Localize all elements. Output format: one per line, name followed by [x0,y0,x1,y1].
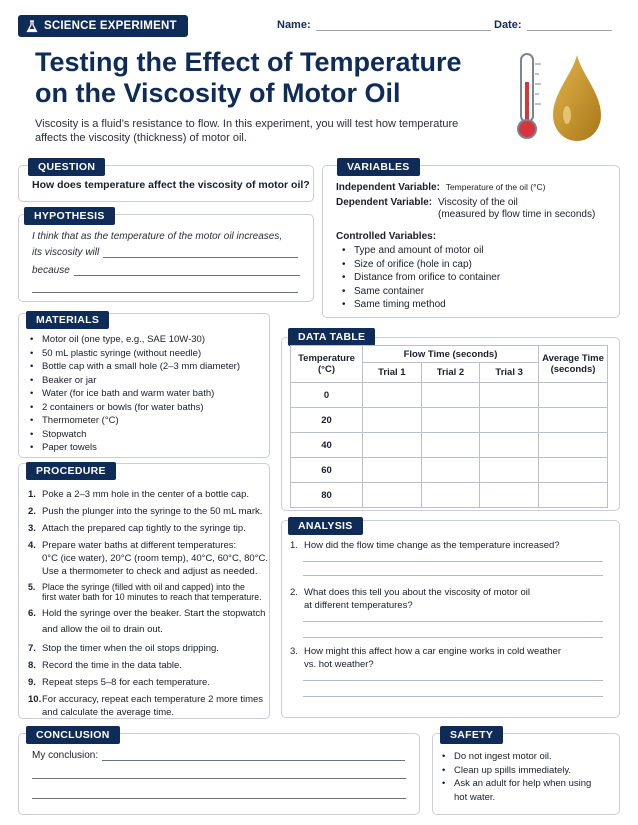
oil-drop-icon [551,53,603,143]
procedure-step: 9. Repeat steps 5–8 for each temperature. [28,677,210,688]
safety-list [440,750,591,804]
col-trial-2: Trial 2 [421,363,480,383]
list-item: • Clean up spills immediately. [440,764,591,778]
procedure-list [28,488,268,723]
procedure-step: 5. Place the syringe (filled with oil and capped) into the first water bath for 10 minutes to reach that temperature. [28,582,262,602]
dependent-variable-value: Viscosity of the oil (measured by flow time in seconds) [438,197,596,220]
col-trial-1: Trial 1 [363,363,422,383]
list-item: • Motor oil (one type, e.g., SAE 10W-30) [28,333,240,347]
hypothesis-line-3[interactable]: because [32,265,300,276]
table-row: 60 [291,458,608,483]
controlled-variables-list [340,244,500,312]
safety-tag: SAFETY [440,726,503,744]
list-item: • Size of orifice (hole in cap) [340,258,500,272]
dependent-variable-label: Dependent Variable: [336,197,433,208]
materials-tag: MATERIALS [26,311,109,329]
variables-tag: VARIABLES [337,158,420,176]
conclusion-field[interactable]: My conclusion: [32,750,405,761]
list-item: • Distance from orifice to container [340,271,500,285]
question-text: How does temperature affect the viscosity of motor oil? [32,179,310,191]
list-item: • Water (for ice bath and warm water bath) [28,387,240,401]
hypothesis-blank-line[interactable] [32,292,298,293]
hypothesis-tag: HYPOTHESIS [24,207,115,225]
list-item: • Paper towels [28,441,240,455]
controlled-variables-label: Controlled Variables: [336,231,437,242]
analysis-question-1: 1. How did the flow time change as the temperature increased? [290,540,560,551]
intro-text: Viscosity is a fluid’s resistance to flow. In this experiment, you will test how temperature affects the viscosity (thickness) of motor oil. [35,118,459,144]
procedure-step: 1. Poke a 2–3 mm hole in the center of a bottle cap. [28,489,250,500]
list-item: • 2 containers or bowls (for water baths) [28,401,240,415]
data-table-tag: DATA TABLE [288,328,375,346]
analysis-tag: ANALYSIS [288,517,363,535]
hypothesis-line-2[interactable]: its viscosity will [32,247,298,258]
col-trial-3: Trial 3 [480,363,539,383]
list-item: • Stopwatch [28,428,240,442]
procedure-step: 7. Stop the timer when the oil stops dripping. [28,643,219,654]
list-item: • Do not ingest motor oil. [440,750,591,764]
col-flow-time: Flow Time (seconds) [363,346,539,363]
col-temperature: Temperature (°C) [291,346,363,383]
col-average: Average Time (seconds) [539,346,608,383]
procedure-step: 8. Record the time in the data table. [28,660,182,671]
independent-variable: Independent Variable: Temperature of the oil (°C) [336,182,546,193]
hypothesis-box [18,214,314,302]
conclusion-box [18,733,420,815]
list-item: • 50 mL plastic syringe (without needle) [28,347,240,361]
hypothesis-line-1: I think that as the temperature of the motor oil increases, [32,231,283,242]
list-item: • Type and amount of motor oil [340,244,500,258]
table-row: 0 [291,383,608,408]
answer-line[interactable] [303,637,603,638]
list-item: • Thermometer (°C) [28,414,240,428]
list-item: • Ask an adult for help when using hot water. [440,777,591,804]
procedure-step: 4. Prepare water baths at different temperatures: 0°C (ice water), 20°C (room temp), 40°C, 60°C, 80°C. Use a thermometer to check and adjust as needed. [28,540,268,577]
procedure-step: 3. Attach the prepared cap tightly to the syringe tip. [28,523,246,534]
page-title: Testing the Effect of Temperature on the Viscosity of Motor Oil [35,47,462,108]
date-field[interactable]: Date: [494,19,612,31]
data-table [290,345,608,508]
conclusion-line[interactable] [32,778,406,779]
analysis-question-3: 3. How might this affect how a car engine works in cold weather vs. hot weather? [290,646,561,670]
list-item: • Beaker or jar [28,374,240,388]
conclusion-line[interactable] [32,798,406,799]
answer-line[interactable] [303,621,603,622]
table-row: 40 [291,433,608,458]
conclusion-tag: CONCLUSION [26,726,120,744]
answer-line[interactable] [303,696,603,697]
list-item: • Bottle cap with a small hole (2–3 mm diameter) [28,360,240,374]
name-field[interactable]: Name: [277,19,491,31]
table-row: 80 [291,483,608,508]
procedure-step: 6. Hold the syringe over the beaker. Start the stopwatch and allow the oil to drain out. [28,608,266,635]
materials-list [28,333,240,455]
table-row: 20 [291,408,608,433]
analysis-question-2: 2. What does this tell you about the viscosity of motor oil at different temperatures? [290,587,530,611]
answer-line[interactable] [303,680,603,681]
header-badge: SCIENCE EXPERIMENT [18,15,188,37]
thermometer-icon [512,52,546,142]
question-tag: QUESTION [28,158,105,176]
list-item: • Same container [340,285,500,299]
answer-line[interactable] [303,561,603,562]
answer-line[interactable] [303,575,603,576]
flask-icon [26,20,38,33]
list-item: • Same timing method [340,298,500,312]
procedure-tag: PROCEDURE [26,462,116,480]
procedure-step: 2. Push the plunger into the syringe to the 50 mL mark. [28,506,263,517]
procedure-step: 10. For accuracy, repeat each temperature 2 more times and calculate the average time. [28,694,264,718]
